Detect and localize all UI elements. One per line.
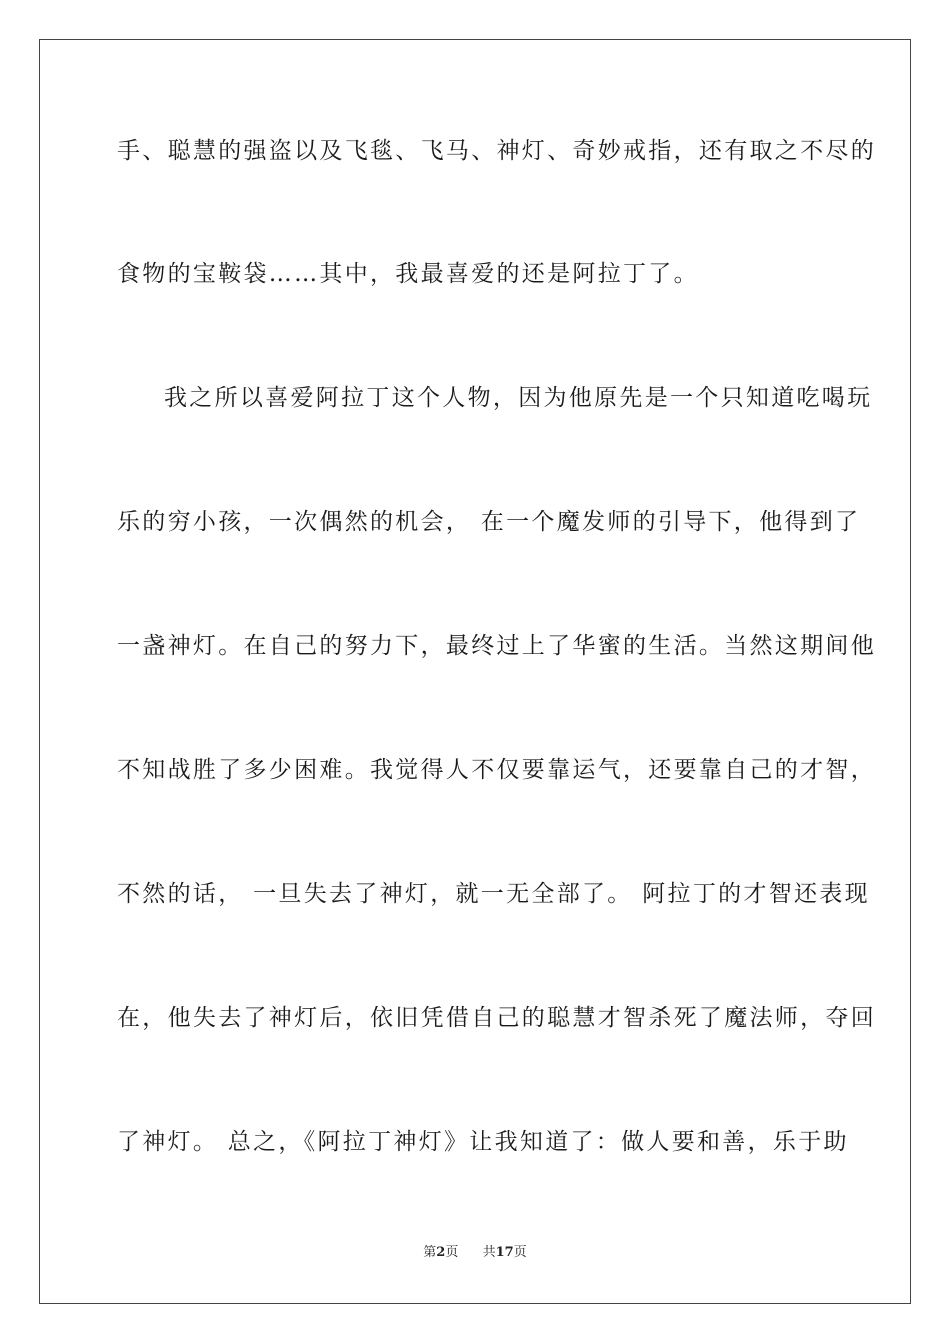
total-prefix: 共	[482, 1245, 496, 1260]
page-footer	[0, 1245, 950, 1261]
text-line: 不知战胜了多少困难。我觉得人不仅要靠运气，还要靠自己的才智，	[117, 757, 876, 783]
page-number: 2	[436, 1245, 446, 1260]
text-line: 了神灯。 总之，《阿拉丁神灯》让我知道了：做人要和善，乐于助	[117, 1129, 849, 1155]
total-pages-number: 17	[495, 1245, 514, 1260]
text-line: 食物的宝鞍袋……其中，我最喜爱的还是阿拉丁了。	[117, 261, 699, 287]
total-suffix: 页	[513, 1245, 527, 1260]
paragraph-start-line: 我之所以喜爱阿拉丁这个人物，因为他原先是一个只知道吃喝玩	[164, 385, 873, 411]
text-line: 不然的话， 一旦失去了神灯，就一无全部了。 阿拉丁的才智还表现	[117, 881, 870, 907]
page-border	[39, 39, 911, 1304]
text-line: 手、聪慧的强盗以及飞毯、飞马、神灯、奇妙戒指，还有取之不尽的	[117, 138, 876, 164]
text-line: 乐的穷小孩，一次偶然的机会， 在一个魔发师的引导下，他得到了	[117, 509, 861, 535]
total-pages-indicator	[483, 1245, 527, 1261]
text-line: 一盏神灯。在自己的努力下，最终过上了华蜜的生活。当然这期间他	[117, 633, 876, 659]
page-prefix: 第	[423, 1245, 437, 1260]
text-line: 在，他失去了神灯后，依旧凭借自己的聪慧才智杀死了魔法师，夺回	[117, 1005, 876, 1031]
page-suffix: 页	[445, 1245, 459, 1260]
page-indicator	[423, 1245, 458, 1261]
